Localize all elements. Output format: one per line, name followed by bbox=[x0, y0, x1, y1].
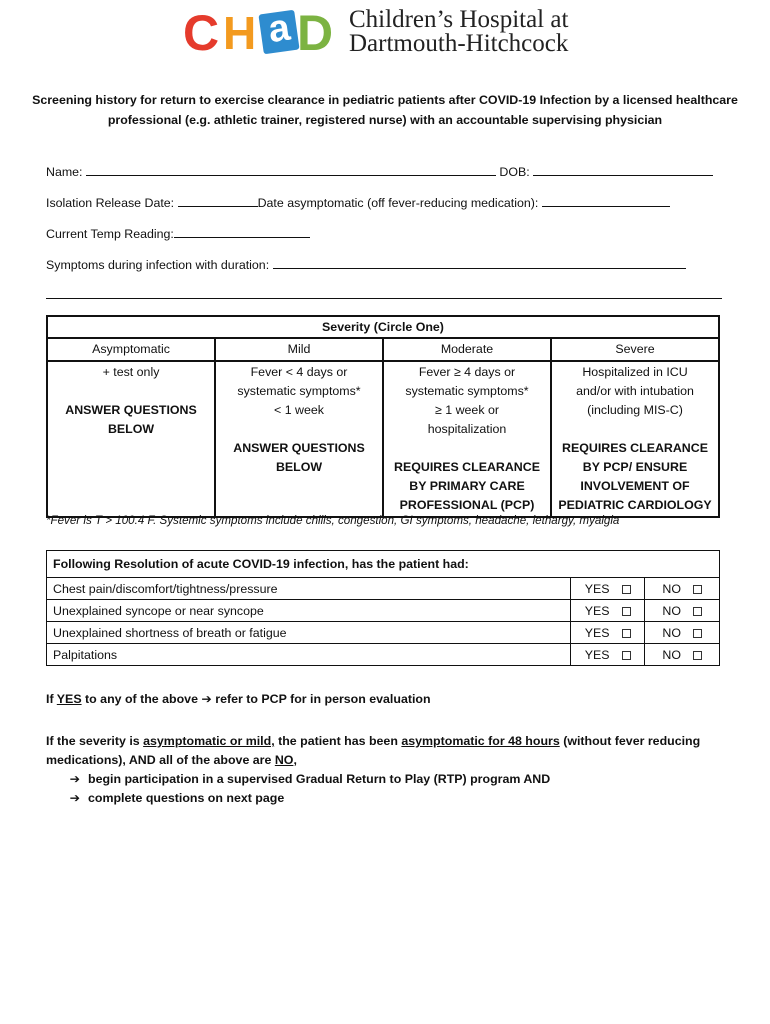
step-1: ➔ begin participation in a supervised Gradual Return to Play (RTP) program AND bbox=[46, 770, 746, 789]
isolation-release-label: Isolation Release Date: bbox=[46, 196, 175, 210]
no-option[interactable]: NO bbox=[645, 644, 720, 666]
question-syncope: Unexplained syncope or near syncope bbox=[47, 600, 571, 622]
refer-instruction: If YES to any of the above ➔ refer to PCP for in person evaluation bbox=[46, 692, 431, 706]
no-option[interactable]: NO bbox=[645, 578, 720, 600]
yes-option[interactable]: YES bbox=[570, 644, 645, 666]
logo-hospital-name: Children’s Hospital at Dartmouth-Hitchcock bbox=[349, 6, 569, 57]
arrow-right-icon: ➔ bbox=[69, 772, 80, 786]
symptoms-row bbox=[46, 255, 686, 272]
question-palpitations: Palpitations bbox=[47, 644, 571, 666]
mild-cell: Fever < 4 days or systematic symptoms* < 1 week ANSWER QUESTIONS BELOW bbox=[215, 361, 383, 517]
symptoms-field-line2[interactable] bbox=[46, 298, 722, 299]
yes-option[interactable]: YES bbox=[570, 600, 645, 622]
questions-header: Following Resolution of acute COVID-19 infection, has the patient had: bbox=[47, 551, 720, 578]
checkbox-icon[interactable] bbox=[622, 629, 631, 638]
isolation-row bbox=[46, 193, 670, 210]
checkbox-icon[interactable] bbox=[622, 607, 631, 616]
questions-table bbox=[46, 550, 720, 666]
question-chest-pain: Chest pain/discomfort/tightness/pressure bbox=[47, 578, 571, 600]
severity-option-mild[interactable]: Mild bbox=[215, 338, 383, 361]
table-row bbox=[47, 622, 720, 644]
table-row bbox=[47, 578, 720, 600]
name-dob-row bbox=[46, 162, 713, 179]
checkbox-icon[interactable] bbox=[693, 651, 702, 660]
arrow-right-icon: ➔ bbox=[69, 791, 80, 805]
severity-header: Severity (Circle One) bbox=[47, 316, 719, 338]
symptoms-label: Symptoms during infection with duration: bbox=[46, 258, 270, 272]
dob-field[interactable] bbox=[533, 162, 713, 176]
yes-option[interactable]: YES bbox=[570, 578, 645, 600]
table-row bbox=[47, 600, 720, 622]
checkbox-icon[interactable] bbox=[693, 607, 702, 616]
symptoms-field[interactable] bbox=[273, 255, 686, 269]
severity-option-severe[interactable]: Severe bbox=[551, 338, 719, 361]
no-option[interactable]: NO bbox=[645, 600, 720, 622]
moderate-cell: Fever ≥ 4 days or systematic symptoms* ≥ 1 week or hospitalization REQUIRES CLEARANCE BY PRIMARY CARE PROFESSIONAL (PCP) bbox=[383, 361, 551, 517]
hospital-logo bbox=[183, 5, 603, 61]
date-asymptomatic-label: Date asymptomatic (off fever-reducing medication): bbox=[257, 196, 539, 210]
date-asymptomatic-field[interactable] bbox=[542, 193, 670, 207]
table-row bbox=[47, 644, 720, 666]
logo-letter-d: D bbox=[297, 5, 334, 61]
severity-table bbox=[46, 315, 720, 518]
form-title: Screening history for return to exercise clearance in pediatric patients after COVID-19 Infection by a licensed healthcare professional (e.g. athletic trainer, registered nurse) with an accountable supervising physician bbox=[32, 93, 738, 127]
dob-label: DOB: bbox=[499, 165, 530, 179]
logo-letter-a: a bbox=[258, 10, 299, 55]
checkbox-icon[interactable] bbox=[622, 585, 631, 594]
question-shortness-of-breath: Unexplained shortness of breath or fatigue bbox=[47, 622, 571, 644]
severe-cell: Hospitalized in ICU and/or with intubation (including MIS-C) REQUIRES CLEARANCE BY PCP/ ENSURE INVOLVEMENT OF PEDIATRIC CARDIOLOGY bbox=[551, 361, 719, 517]
checkbox-icon[interactable] bbox=[622, 651, 631, 660]
asymptomatic-cell: + test only ANSWER QUESTIONS BELOW bbox=[47, 361, 215, 517]
severity-instruction: If the severity is asymptomatic or mild, the patient has been asymptomatic for 48 hours (without fever reducing medications), AND all of the above are NO, bbox=[46, 734, 701, 767]
checkbox-icon[interactable] bbox=[693, 629, 702, 638]
temp-field[interactable] bbox=[174, 224, 310, 238]
isolation-release-field[interactable] bbox=[178, 193, 258, 207]
no-option[interactable]: NO bbox=[645, 622, 720, 644]
yes-option[interactable]: YES bbox=[570, 622, 645, 644]
logo-letter-h: H bbox=[223, 7, 257, 59]
name-field[interactable] bbox=[86, 162, 496, 176]
arrow-right-icon: ➔ bbox=[201, 692, 212, 706]
severity-option-moderate[interactable]: Moderate bbox=[383, 338, 551, 361]
checkbox-icon[interactable] bbox=[693, 585, 702, 594]
temp-label: Current Temp Reading: bbox=[46, 227, 174, 241]
temp-row bbox=[46, 224, 310, 241]
severity-option-asymptomatic[interactable]: Asymptomatic bbox=[47, 338, 215, 361]
fever-footnote: *Fever is T > 100.4 F. Systemic symptoms include chills, congestion, GI symptoms, headache, lethargy, myalgia bbox=[46, 514, 620, 527]
step-2: ➔ complete questions on next page bbox=[46, 789, 746, 808]
logo-letter-c: C bbox=[183, 5, 220, 61]
name-label: Name: bbox=[46, 165, 83, 179]
